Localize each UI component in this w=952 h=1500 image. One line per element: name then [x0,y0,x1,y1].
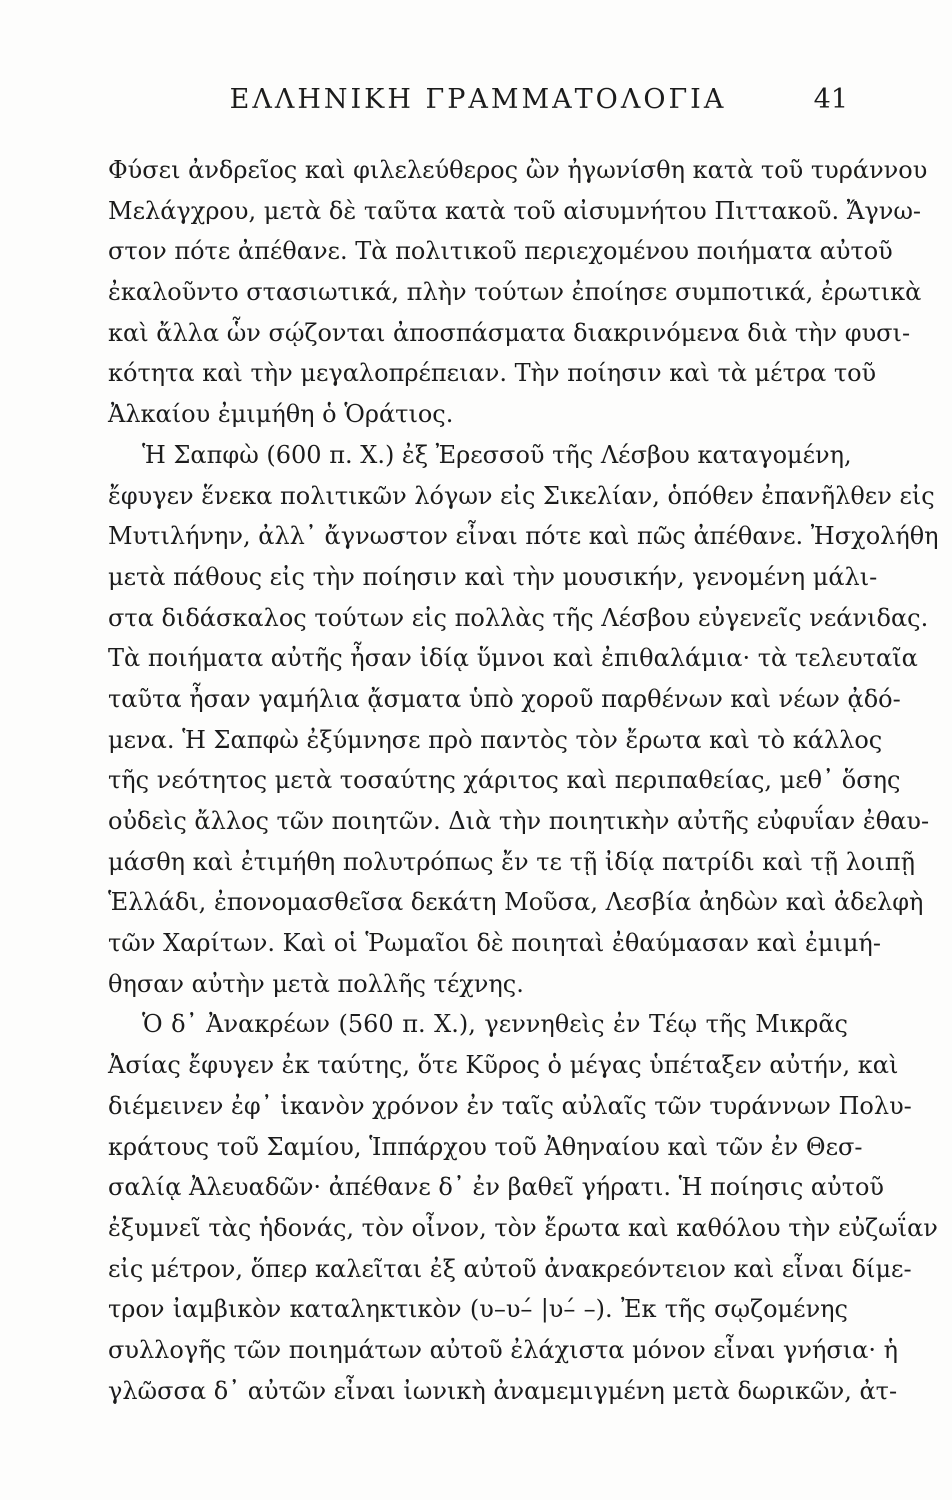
text-line: γλῶσσα δ᾽ αὐτῶν εἶναι ἰωνικὴ ἀναμεμιγμένη μετὰ δωρικῶν, ἀτ- [108,1376,898,1405]
running-head [108,84,848,124]
page-number: 41 [813,84,848,115]
text-line: μετὰ πάθους εἰς τὴν ποίησιν καὶ τὴν μουσικήν, γενομένη μάλι- [108,562,878,591]
text-line: Ἀλκαίου ἐμιμήθη ὁ Ὁράτιος. [108,400,454,429]
text-line: Ἀσίας ἔφυγεν ἐκ ταύτης, ὅτε Κῦρος ὁ μέγας ὑπέταξεν αὐτήν, καὶ [108,1051,899,1080]
text-line: τῆς νεότητος μετὰ τοσαύτης χάριτος καὶ περιπαθείας, μεθ᾽ ὅσης [108,766,901,795]
text-line: ταῦτα ἦσαν γαμήλια ᾄσματα ὑπὸ χοροῦ παρθένων καὶ νέων ᾀδό- [108,684,901,713]
text-line: τρον ἰαμβικὸν καταληκτικὸν (υ–υ–́ |υ–́ –). Ἐκ τῆς σῳζομένης [108,1295,848,1324]
text-line: μενα. Ἡ Σαπφὼ ἐξύμνησε πρὸ παντὸς τὸν ἔρωτα καὶ τὸ κάλλος [108,725,883,754]
text-line: στα διδάσκαλος τούτων εἰς πολλὰς τῆς Λέσβου εὐγενεῖς νεάνιδας. [108,603,929,632]
text-line: εἰς μέτρον, ὅπερ καλεῖται ἐξ αὐτοῦ ἀνακρεόντειον καὶ εἶναι δίμε- [108,1254,912,1283]
text-line: διέμεινεν ἐφ᾽ ἱκανὸν χρόνον ἐν ταῖς αὐλαῖς τῶν τυράννων Πολυ- [108,1091,912,1120]
text-line: Φύσει ἀνδρεῖος καὶ φιλελεύθερος ὢν ἠγωνίσθη κατὰ τοῦ τυράννου [108,156,928,184]
text-line: ἐξυμνεῖ τὰς ἡδονάς, τὸν οἶνον, τὸν ἔρωτα καὶ καθόλου τὴν εὐζωΐαν [108,1213,938,1242]
text-line: Μελάγχρου, μετὰ δὲ ταῦτα κατὰ τοῦ αἰσυμνήτου Πιττακοῦ. Ἄγνω- [108,196,921,225]
text-line: τῶν Χαρίτων. Καὶ οἱ Ῥωμαῖοι δὲ ποιηταὶ ἐθαύμασαν καὶ ἐμιμή- [108,929,881,958]
text-line: Ὁ δ᾽ Ἀνακρέων (560 π. Χ.), γεννηθεὶς ἐν Τέῳ τῆς Μικρᾶς [142,1010,848,1039]
body-text [108,150,939,1411]
text-line: Τὰ ποιήματα αὐτῆς ἦσαν ἰδίᾳ ὕμνοι καὶ ἐπιθαλάμια· τὰ τελευταῖα [108,644,918,673]
text-line: Μυτιλήνην, ἀλλ᾽ ἄγνωστον εἶναι πότε καὶ πῶς ἀπέθανε. Ἠσχολήθη [108,522,939,551]
text-line: οὐδεὶς ἄλλος τῶν ποιητῶν. Διὰ τὴν ποιητικὴν αὐτῆς εὐφυΐαν ἐθαυ- [108,807,930,835]
text-line: ἔφυγεν ἕνεκα πολιτικῶν λόγων εἰς Σικελίαν, ὁπόθεν ἐπανῆλθεν εἰς [108,481,935,510]
text-line: μάσθη καὶ ἐτιμήθη πολυτρόπως ἔν τε τῇ ἰδίᾳ πατρίδι καὶ τῇ λοιπῇ [108,847,916,876]
text-line: κράτους τοῦ Σαμίου, Ἱππάρχου τοῦ Ἀθηναίου καὶ τῶν ἐν Θεσ- [108,1132,863,1161]
text-line: θησαν αὐτὴν μετὰ πολλῆς τέχνης. [108,969,524,998]
text-line: Ἑλλάδι, ἐπονομασθεῖσα δεκάτη Μοῦσα, Λεσβία ἀηδὼν καὶ ἀδελφὴ [108,888,924,917]
running-title: ΕΛΛΗΝΙΚΗ ΓΡΑΜΜΑΤΟΛΟΓΙΑ [229,84,727,115]
text-line: σαλίᾳ Ἀλευαδῶν· ἀπέθανε δ᾽ ἐν βαθεῖ γήρατι. Ἡ ποίησις αὐτοῦ [108,1173,885,1202]
text-line: καὶ ἄλλα ὧν σῴζονται ἀποσπάσματα διακρινόμενα διὰ τὴν φυσι- [108,318,911,347]
text-line: ἐκαλοῦντο στασιωτικά, πλὴν τούτων ἐποίησε συμποτικά, ἐρωτικὰ [108,278,922,307]
text-line: κότητα καὶ τὴν μεγαλοπρέπειαν. Τὴν ποίησιν καὶ τὰ μέτρα τοῦ [108,359,877,388]
text-line: Ἡ Σαπφὼ (600 π. Χ.) ἐξ Ἐρεσσοῦ τῆς Λέσβου καταγομένη, [142,440,852,469]
text-line: στον πότε ἀπέθανε. Τὰ πολιτικοῦ περιεχομένου ποιήματα αὐτοῦ [108,237,893,266]
text-line: συλλογῆς τῶν ποιημάτων αὐτοῦ ἐλάχιστα μόνον εἶναι γνήσια· ἡ [108,1335,899,1364]
